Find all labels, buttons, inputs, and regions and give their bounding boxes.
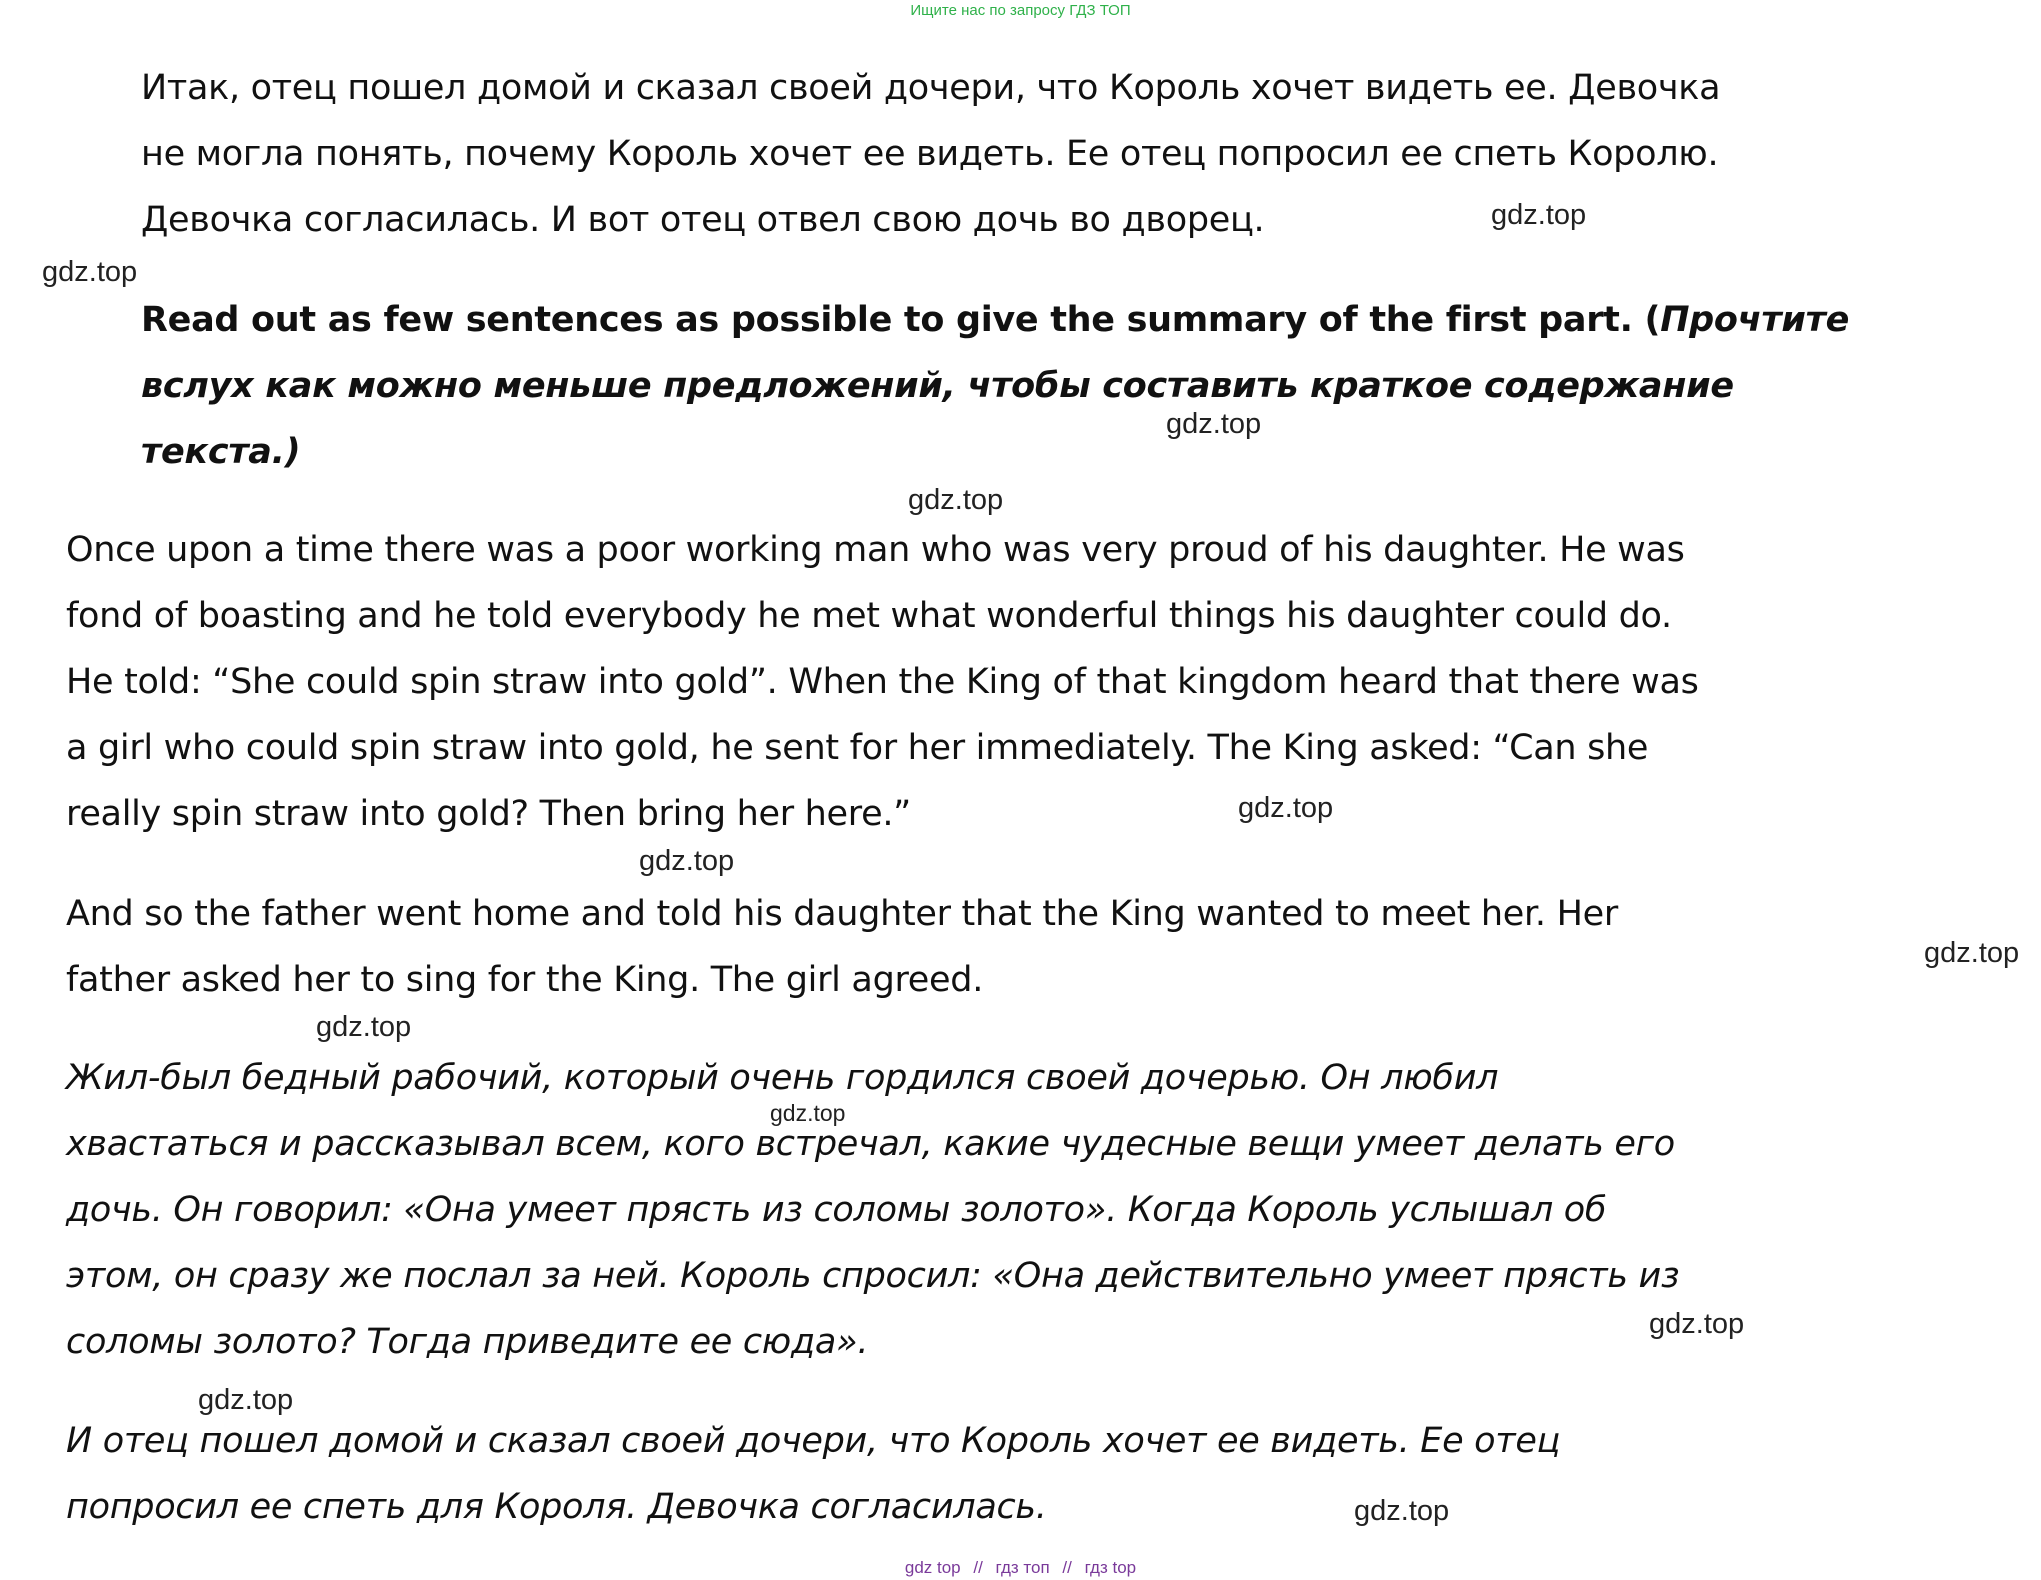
task-english-text: Read out as few sentences as possible to give the summary of the first part. ( xyxy=(141,300,1661,340)
top-banner: Ищите нас по запросу ГДЗ ТОП xyxy=(910,2,1131,19)
watermark: gdz.top xyxy=(316,1011,412,1043)
footer-link[interactable]: гдз топ xyxy=(995,1558,1050,1577)
text-line: соломы золото? Тогда приведите ее сюда». xyxy=(66,1322,869,1362)
watermark: gdz.top xyxy=(1354,1495,1450,1527)
footer xyxy=(0,1558,2041,1578)
footer-separator: // xyxy=(973,1558,983,1577)
watermark: gdz.top xyxy=(770,1100,846,1126)
watermark: gdz.top xyxy=(908,484,1004,516)
text-line: Итак, отец пошел домой и сказал своей дочери, что Король хочет видеть ее. Девочка xyxy=(141,68,1721,108)
text-line: He told: “She could spin straw into gold”. When the King of that kingdom heard that there was xyxy=(66,662,1699,702)
russian-translation-2 xyxy=(66,1408,1560,1540)
task-line: вслух как можно меньше предложений, чтобы составить краткое содержание xyxy=(141,366,1734,406)
text-line: really spin straw into gold? Then bring her here.” xyxy=(66,794,911,834)
watermark: gdz.top xyxy=(1238,792,1334,824)
english-paragraph-1 xyxy=(66,517,1699,847)
text-line: хвастаться и рассказывал всем, кого встречал, какие чудесные вещи умеет делать его xyxy=(66,1124,1675,1164)
footer-link[interactable]: гдз top xyxy=(1084,1558,1137,1577)
text-line: fond of boasting and he told everybody he met what wonderful things his daughter could do. xyxy=(66,596,1672,636)
text-line: дочь. Он говорил: «Она умеет прясть из соломы золото». Когда Король услышал об xyxy=(66,1190,1607,1230)
text-line: И отец пошел домой и сказал своей дочери, что Король хочет ее видеть. Ее отец xyxy=(66,1421,1561,1461)
watermark: gdz.top xyxy=(639,845,735,877)
watermark: gdz.top xyxy=(42,256,138,288)
task-instruction xyxy=(141,287,1849,485)
text-line: попросил ее спеть для Короля. Девочка согласилась. xyxy=(66,1487,1047,1527)
text-line: не могла понять, почему Король хочет ее видеть. Ее отец попросил ее спеть Королю. xyxy=(141,134,1719,174)
watermark: gdz.top xyxy=(1924,937,2020,969)
task-line: текста.) xyxy=(141,432,301,472)
text-line: father asked her to sing for the King. The girl agreed. xyxy=(66,960,984,1000)
text-line: a girl who could spin straw into gold, he sent for her immediately. The King asked: “Can she xyxy=(66,728,1649,768)
footer-link[interactable]: gdz top xyxy=(904,1558,961,1577)
russian-intro-paragraph xyxy=(141,55,1720,253)
text-line: Жил-был бедный рабочий, который очень гордился своей дочерью. Он любил xyxy=(66,1058,1499,1098)
text-line: And so the father went home and told his daughter that the King wanted to meet her. Her xyxy=(66,894,1618,934)
watermark: gdz.top xyxy=(1491,199,1587,231)
text-line: Once upon a time there was a poor working man who was very proud of his daughter. He was xyxy=(66,530,1685,570)
russian-translation-1 xyxy=(66,1045,1679,1375)
watermark: gdz.top xyxy=(1649,1308,1745,1340)
task-line xyxy=(141,287,1849,353)
text-line: этом, он сразу же послал за ней. Король спросил: «Она действительно умеет прясть из xyxy=(66,1256,1680,1296)
text-line: Девочка согласилась. И вот отец отвел свою дочь во дворец. xyxy=(141,200,1265,240)
watermark: gdz.top xyxy=(1166,408,1262,440)
footer-separator: // xyxy=(1062,1558,1072,1577)
task-russian-text: Прочтите xyxy=(1660,300,1850,340)
watermark: gdz.top xyxy=(198,1384,294,1416)
english-paragraph-2 xyxy=(66,881,1618,1013)
